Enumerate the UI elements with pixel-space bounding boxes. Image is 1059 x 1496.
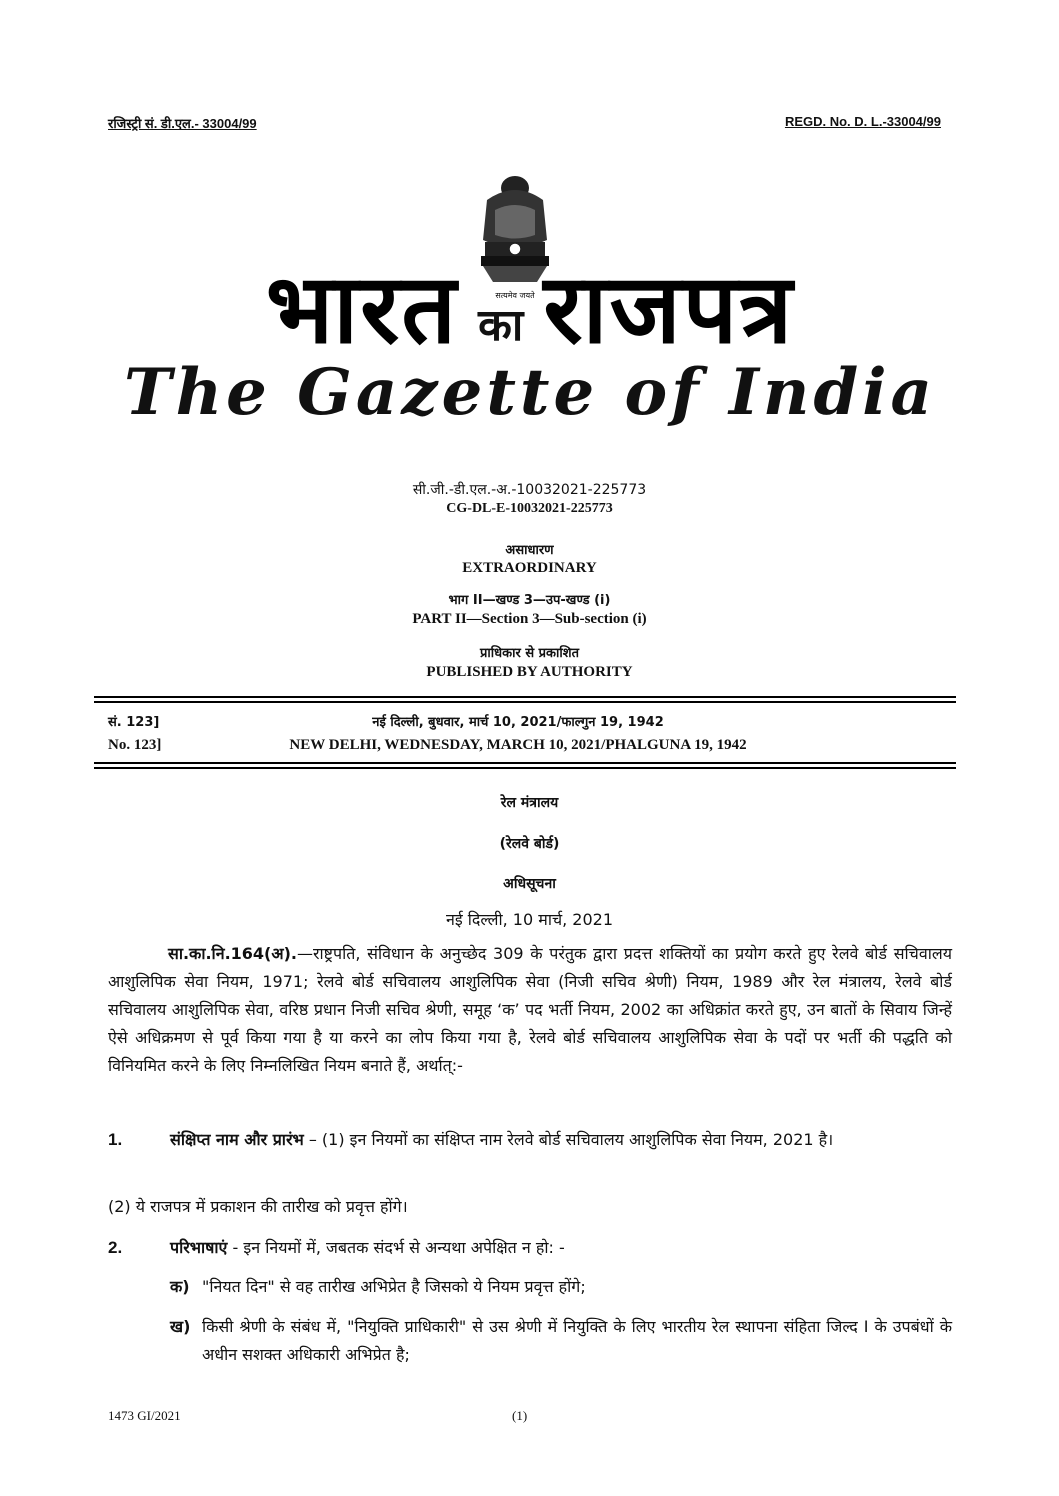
rule-1-text (108, 1126, 952, 1154)
intro-text: —राष्ट्रपति, संविधान के अनुच्छेद 309 के परंतुक द्वारा प्रदत्त शक्तियों का प्रयोग करते हुए रेलवे बोर्ड सचिवालय आशुलिपिक सेवा नियम, 1971; रेलवे बोर्ड सचिवालय आशुलिपिक सेवा (निजी सचिव श्रेणी) नियम, 1989 और रेल मंत्रालय, रेलवे बोर्ड सचिवालय आशुलिपिक सेवा, वरिष्ठ प्रधान निजी सचिव श्रेणी, समूह ‘क’ पद भर्ती नियम, 2002 का अधिक्रांत करते हुए, उन बातों के सिवाय जिन्हें ऐसे अधिक्रमण से पूर्व किया गया है या करने का लोप किया गया है, रेलवे बोर्ड सचिवालय आशुलिपिक सेवा के पदों पर भर्ती की पद्धति को विनियमित करने के लिए निम्नलिखित नियम बनाते हैं, अर्थात्:- (108, 944, 952, 1075)
item-a-label: क) (170, 1277, 190, 1296)
issue-rule-top-1 (94, 696, 956, 698)
issue-row-english (108, 737, 928, 757)
masthead-english: The Gazette of India (124, 355, 936, 430)
rule-1-heading: संक्षिप्त नाम और प्रारंभ (170, 1130, 304, 1149)
masthead-rajpatra: राजपत्र (543, 252, 795, 365)
masthead-ka: का (478, 300, 524, 351)
part-section-hindi: भाग II—खण्ड 3—उप-खण्ड (i) (448, 593, 611, 608)
issue-rule-bottom-2 (94, 767, 956, 769)
item-a-text: "नियत दिन" से वह तारीख अभिप्रेत है जिसको ये नियम प्रवृत्त होंगे; (202, 1277, 586, 1296)
extraordinary-english: EXTRAORDINARY (462, 560, 597, 576)
notification-date: नई दिल्ली, 10 मार्च, 2021 (445, 910, 614, 929)
intro-paragraph (108, 940, 952, 1080)
issue-rule-top-2 (94, 701, 956, 703)
issue-row-hindi (108, 712, 928, 732)
rule-1-subclause-2: (2) ये राजपत्र में प्रकाशन की तारीख को प्रवृत्त होंगे। (108, 1197, 408, 1216)
registration-number-hindi: रजिस्ट्री सं. डी.एल.- 33004/99 (108, 116, 257, 131)
rule-2-text (170, 1234, 950, 1262)
issue-number-english: No. 123] (108, 737, 162, 753)
rule-2-body: - इन नियमों में, जबतक संदर्भ से अन्यथा अपेक्षित न हो: - (227, 1238, 565, 1257)
gsr-number: सा.का.नि.164(अ). (168, 944, 297, 963)
issue-date-english: NEW DELHI, WEDNESDAY, MARCH 10, 2021/PHALGUNA 19, 1942 (289, 737, 747, 753)
item-b-text: किसी श्रेणी के संबंध में, "नियुक्ति प्राधिकारी" से उस श्रेणी में नियुक्ति के लिए भारतीय रेल स्थापना संहिता जिल्द I के उपबंधों के अधीन सशक्त अधिकारी अभिप्रेत है; (202, 1317, 952, 1364)
board-heading: (रेलवे बोर्ड) (499, 836, 560, 852)
masthead-hindi (110, 250, 950, 365)
extraordinary-hindi: असाधारण (505, 543, 554, 558)
rule-2-heading: परिभाषाएं (170, 1238, 228, 1257)
page-number: (1) (512, 1408, 528, 1423)
item-b-label: ख) (170, 1317, 191, 1336)
part-section-english: PART II—Section 3—Sub-section (i) (412, 611, 647, 627)
issue-date-hindi: नई दिल्ली, बुधवार, मार्च 10, 2021/फाल्गुन 19, 1942 (372, 715, 664, 730)
footer-code: 1473 GI/2021 (108, 1408, 181, 1423)
rule-1-body: – (1) इन नियमों का संक्षिप्त नाम रेलवे बोर्ड सचिवालय आशुलिपिक सेवा नियम, 2021 है। (303, 1130, 834, 1149)
rule-1-number: 1. (108, 1130, 123, 1149)
gazette-code-english: CG-DL-E-10032021-225773 (446, 501, 613, 516)
rule-2-number: 2. (108, 1238, 123, 1257)
gazette-code-hindi: सी.जी.-डी.एल.-अ.-10032021-225773 (412, 482, 647, 498)
issue-number-hindi: सं. 123] (108, 715, 160, 730)
emblem-motto: सत्यमेव जयते (495, 291, 535, 300)
masthead-bharat: भारत (265, 252, 459, 365)
notification-heading: अधिसूचना (503, 876, 556, 892)
registration-number-english: REGD. No. D. L.-33004/99 (784, 114, 941, 129)
issue-rule-bottom-1 (94, 762, 956, 764)
published-by-authority-hindi: प्राधिकार से प्रकाशित (480, 646, 579, 661)
published-by-authority-english: PUBLISHED BY AUTHORITY (426, 664, 633, 680)
ministry-heading: रेल मंत्रालय (500, 795, 559, 811)
